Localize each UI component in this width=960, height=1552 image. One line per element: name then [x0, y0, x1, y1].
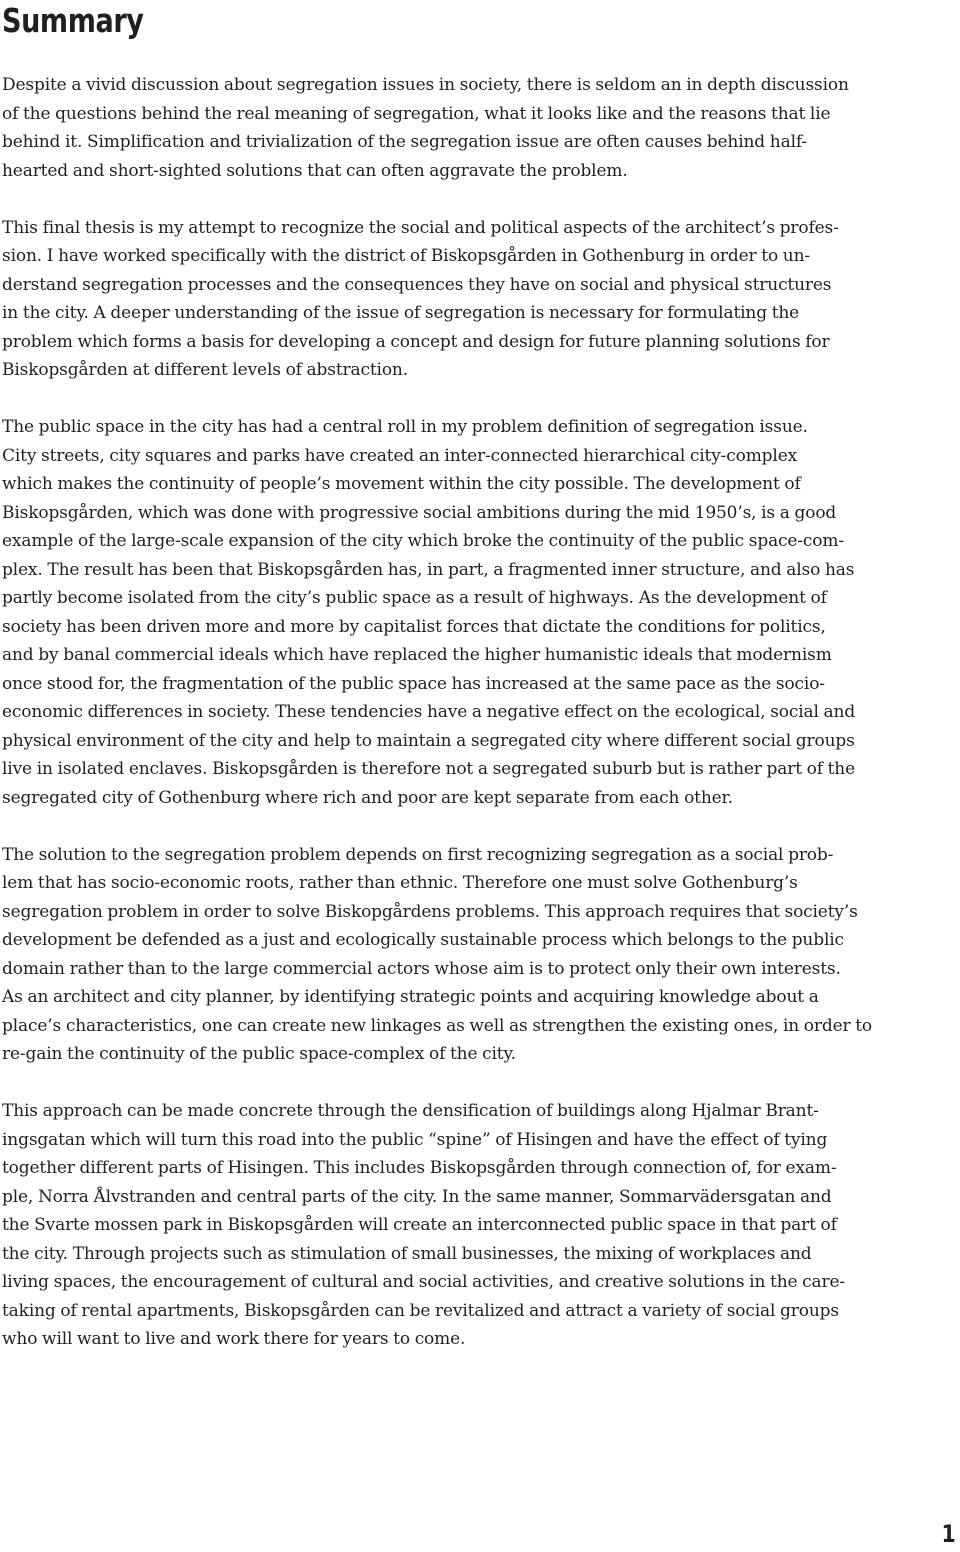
paragraph-line: City streets, city squares and parks have created an inter-connected hierarchical city-complex [2, 445, 798, 466]
paragraph-line: segregation problem in order to solve Biskopgårdens problems. This approach requires that society’s [2, 901, 858, 922]
paragraph-line: As an architect and city planner, by identifying strategic points and acquiring knowledge about a [2, 987, 819, 1007]
paragraph-line: ple, Norra Ålvstranden and central parts of the city. In the same manner, Sommarvädersgatan and [2, 1186, 832, 1207]
paragraph-line: segregated city of Gothenburg where rich and poor are kept separate from each other. [2, 787, 733, 808]
paragraph-line: hearted and short-sighted solutions that can often aggravate the problem. [2, 160, 628, 181]
paragraph-line: and by banal commercial ideals which have replaced the higher humanistic ideals that modernism [2, 645, 832, 665]
paragraph-line: place’s characteristics, one can create new linkages as well as strengthen the existing ones, in order to [2, 1015, 873, 1036]
page-number: 1 [941, 1520, 956, 1548]
paragraph-line: problem which forms a basis for developing a concept and design for future planning solutions for [2, 331, 830, 352]
paragraph-line: The public space in the city has had a central roll in my problem definition of segregation issue. [2, 417, 808, 437]
paragraph-line: behind it. Simplification and trivialization of the segregation issue are often causes behind half- [2, 132, 807, 152]
paragraph-line: once stood for, the fragmentation of the public space has increased at the same pace as the socio- [2, 673, 825, 694]
paragraph-line: ingsgatan which will turn this road into the public “spine” of Hisingen and have the effect of tying [2, 1129, 828, 1150]
paragraph-line: which makes the continuity of people’s movement within the city possible. The development of [2, 474, 801, 494]
paragraph-line: live in isolated enclaves. Biskopsgården is therefore not a segregated suburb but is rather part of the [2, 759, 856, 779]
paragraph-line: lem that has socio-economic roots, rather than ethnic. Therefore one must solve Gothenburg’s [2, 873, 798, 893]
paragraph-line: living spaces, the encouragement of cultural and social activities, and creative solutions in the care- [2, 1272, 845, 1292]
paragraph-line: Biskopsgården at different levels of abstraction. [2, 360, 408, 380]
paragraph-line: This final thesis is my attempt to recognize the social and political aspects of the architect’s profes- [2, 217, 839, 238]
paragraph-line: plex. The result has been that Biskopsgården has, in part, a fragmented inner structure, and also has [2, 559, 855, 580]
page-title: Summary [2, 1, 144, 40]
paragraph-line: physical environment of the city and help to maintain a segregated city where different social groups [2, 730, 855, 751]
paragraph-line: development be defended as a just and ecologically sustainable process which belongs to the public [2, 930, 844, 950]
paragraph-gap [2, 385, 952, 414]
paragraph-line: derstand segregation processes and the consequences they have on social and physical structures [2, 274, 832, 295]
paragraph-line: partly become isolated from the city’s public space as a result of highways. As the development of [2, 588, 827, 608]
paragraph [2, 413, 952, 812]
paragraph [2, 71, 952, 185]
paragraph-line: taking of rental apartments, Biskopsgården can be revitalized and attract a variety of social groups [2, 1300, 839, 1321]
paragraph-line: Biskopsgården, which was done with progressive social ambitions during the mid 1950’s, is a good [2, 502, 837, 523]
paragraph-line: sion. I have worked specifically with the district of Biskopsgården in Gothenburg in order to un- [2, 246, 810, 266]
document-body [2, 71, 952, 1354]
paragraph-line: example of the large-scale expansion of the city which broke the continuity of the public space-com- [2, 531, 844, 551]
paragraph-line: Despite a vivid discussion about segregation issues in society, there is seldom an in depth discussion [2, 75, 849, 95]
paragraph-line: who will want to live and work there for years to come. [2, 1329, 466, 1349]
paragraph-line: together different parts of Hisingen. This includes Biskopsgården through connection of, for exam- [2, 1158, 837, 1178]
paragraph-line: economic differences in society. These tendencies have a negative effect on the ecological, social and [2, 702, 856, 722]
paragraph-line: the city. Through projects such as stimulation of small businesses, the mixing of workplaces and [2, 1243, 812, 1264]
paragraph-line: society has been driven more and more by capitalist forces that dictate the conditions for politics, [2, 616, 826, 637]
paragraph-line: This approach can be made concrete through the densification of buildings along Hjalmar Brant- [2, 1101, 819, 1121]
paragraph-line: in the city. A deeper understanding of the issue of segregation is necessary for formulating the [2, 303, 800, 323]
paragraph [2, 1097, 952, 1354]
paragraph-line: re-gain the continuity of the public space-complex of the city. [2, 1044, 516, 1064]
paragraph-gap [2, 1069, 952, 1098]
paragraph-gap [2, 812, 952, 841]
paragraph-line: domain rather than to the large commercial actors whose aim is to protect only their own interests. [2, 958, 841, 979]
paragraph [2, 214, 952, 385]
paragraph [2, 841, 952, 1069]
paragraph-line: The solution to the segregation problem depends on first recognizing segregation as a social prob- [2, 844, 834, 865]
paragraph-line: the Svarte mossen park in Biskopsgården will create an interconnected public space in that part of [2, 1215, 837, 1235]
paragraph-gap [2, 185, 952, 214]
paragraph-line: of the questions behind the real meaning of segregation, what it looks like and the reasons that lie [2, 103, 831, 124]
